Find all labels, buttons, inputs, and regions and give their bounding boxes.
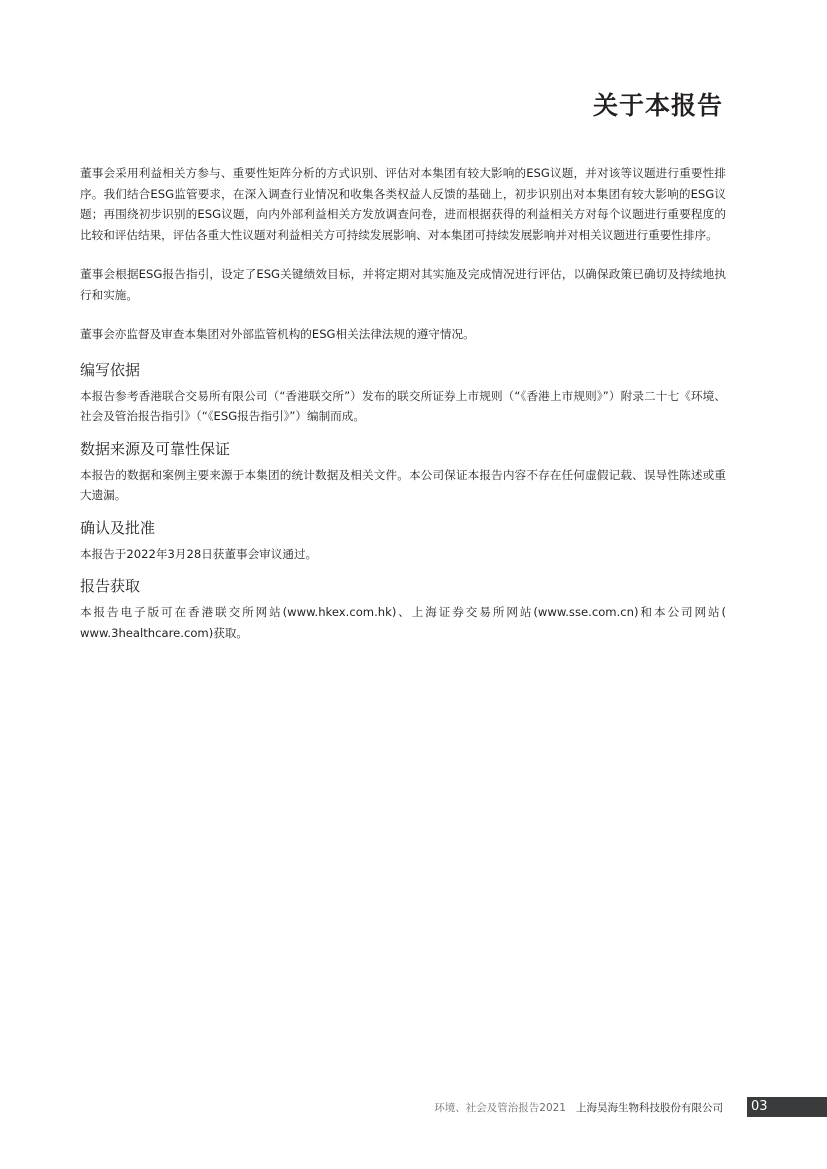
intro-paragraph-2: 董事会根据ESG报告指引，设定了ESG关键绩效目标，并将定期对其实施及完成情况进行评估，以确保政策已确切及持续地执行和实施。 [80,267,726,302]
intro-paragraph-3: 董事会亦监督及审查本集团对外部监管机构的ESG相关法律法规的遵守情况。 [80,327,475,341]
section-body-basis: 本报告参考香港联合交易所有限公司（“香港联交所”）发布的联交所证券上市规则（“《香港上市规则》”）附录二十七《环境、社会及管治报告指引》（“《ESG报告指引》”）编制而成。 [80,388,726,423]
main-content [80,163,726,654]
page-title: 关于本报告 [592,91,723,120]
section-body-approval: 本报告于2022年3月28日获董事会审议通过。 [80,546,318,561]
page-number: 03 [751,1099,768,1114]
section-heading-basis: 编写依据 [80,360,141,379]
page-footer [0,1097,827,1119]
footer-company-name: 上海昊海生物科技股份有限公司 [576,1102,723,1114]
page-number-box [747,1097,827,1117]
section-body-data-source: 本报告的数据和案例主要来源于本集团的统计数据及相关文件。本公司保证本报告内容不存在任何虚假记载、误导性陈述或重大遗漏。 [80,467,726,502]
section-heading-access: 报告获取 [80,577,141,595]
intro-paragraph-1: 董事会采用利益相关方参与、重要性矩阵分析的方式识别、评估对本集团有较大影响的ESG议题，并对该等议题进行重要性排序。我们结合ESG监管要求，在深入调查行业情况和收集各类权益人反馈的基础上，初步识别出对本集团有较大影响的ESG议题；再围绕初步识别的ESG议题，向内外部利益相关方发放调查问卷，进而根据获得的利益相关方对每个议题进行重要程度的比较和评估结果，评估各重大性议题对利益相关方可持续发展影响、对本集团可持续发展影响并对相关议题进行重要性排序。 [80,166,726,242]
section-heading-data-source: 数据来源及可靠性保证 [80,439,231,458]
footer-report-name: 环境、社会及管治报告2021 [434,1102,566,1114]
section-heading-approval: 确认及批准 [80,518,156,537]
section-body-access: 本报告电子版可在香港联交所网站(www.hkex.com.hk)、上海证券交易所网站(www.sse.com.cn)和本公司网站( www.3healthcare.com)获取。 [80,605,726,640]
footer-text [434,1100,723,1115]
